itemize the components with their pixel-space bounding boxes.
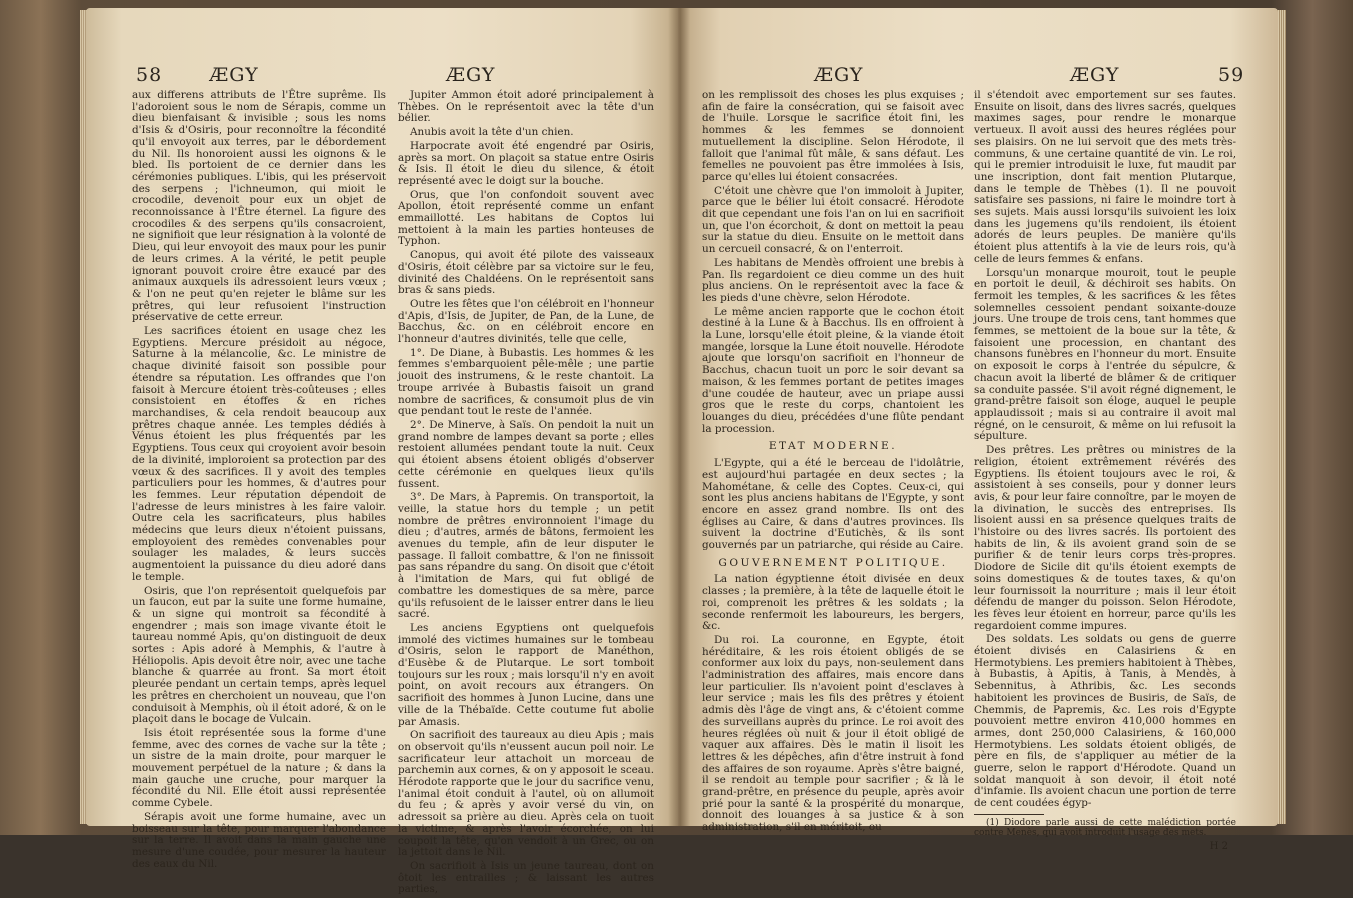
paragraph: 1°. De Diane, à Bubastis. Les hommes & les femmes s'embarquoient pêle-mêle ; une partie jouoit des instrumens, & le reste chantoit. La troupe arrivée à Bubastis faisoit un grand nombre de sacrifices, & consumoit plus de vin que pendant tout le reste de l'année. (398, 346, 654, 418)
paragraph: La nation égyptienne étoit divisée en deux classes ; la première, à la tête de laquelle étoit le roi, comprenoit les prêtres & les soldats ; la seconde renfermoit les laboureurs, les bergers, &c. (702, 573, 964, 633)
section-heading-etat: ETAT MODERNE. (768, 440, 898, 453)
paragraph: On sacrifioit à Isis un jeune taureau, dont on ôtoit les entrailles ; & laissant les autres parties, (398, 860, 654, 896)
right-page (678, 8, 1278, 852)
right-head-col1: ÆGY (814, 64, 864, 86)
right-column-2 (974, 90, 1236, 853)
right-column-1 (702, 90, 964, 836)
paragraph: L'Egypte, qui a été le berceau de l'idolâtrie, est aujourd'hui partagée en deux sectes ; la Mahométane, & celle des Coptes. Ceux-ci, qui sont les plus anciens habitans de l'Egypte, y sont encore en assez grand nombre. Ils ont des églises au Caire, & dans d'autres provinces. Ils suivent la doctrine d'Eutichès, & ils sont gouvernés par un patriarche, qui réside au Caire. (702, 457, 964, 552)
paragraph: Osiris, que l'on représentoit quelquefois par un faucon, eut par la suite une forme humaine, & un signe qui montroit sa fécondité à engendrer ; mais son image vivante étoit le taureau nommé Apis, qu'on distinguoit de deux sortes : Apis adoré à Memphis, & l'autre à Héliopolis. Apis devoit être noir, avec une tache blanche & quarrée au front. Sa mort étoit pleurée pendant un certain temps, après lequel les prêtres en cherchoient un nouveau, que l'on conduisoit à Memphis, où il étoit adoré, & on le plaçoit dans le bocage de Vulcain. (132, 584, 386, 726)
paragraph: Harpocrate avoit été engendré par Osiris, après sa mort. On plaçoit sa statue entre Osiris & Isis. Il étoit le dieu du silence, & étoit représenté avec le doigt sur la bouche. (398, 139, 654, 187)
left-page (86, 8, 678, 896)
paragraph: Orus, que l'on confondoit souvent avec Apollon, étoit représenté comme un enfant emmaillotté. Les habitans de Coptos lui mettoient à la main les parties honteuses de Typhon. (398, 188, 654, 248)
paragraph: Les habitans de Mendès offroient une brebis à Pan. Ils regardoient ce dieu comme un des huit plus anciens. On le représentoit avec la face & les pieds d'une chèvre, selon Hérodote. (702, 256, 964, 304)
paragraph: Lorsqu'un monarque mouroit, tout le peuple en portoit le deuil, & déchiroit ses habits. On fermoit les temples, & les sacrifices & les fêtes solemnelles cessoient pendant soixante-douze jours. Une troupe de trois cens, tant hommes que femmes, se mettoient de la boue sur la tête, & faisoient une procession, en chantant des chansons funèbres en l'honneur du mort. Ensuite on exposoit le corps à l'entrée du sépulcre, & chacun avoit la liberté de blâmer & de critiquer sa conduite passée. S'il avoit régné dignement, le grand-prêtre faisoit son éloge, auquel le peuple applaudissoit ; mais si au contraire il avoit mal régné, on le censuroit, & même on lui refusoit la sépulture. (974, 266, 1236, 443)
paragraph: Jupiter Ammon étoit adoré principalement à Thèbes. On le représentoit avec la tête d'un bélier. (398, 89, 654, 125)
paragraph: Anubis avoit la tête d'un chien. (410, 126, 574, 139)
footnote: (1) Diodore parle aussi de cette malédiction portée contre Menès, qui avoit introduit l'usage des mets. (974, 817, 1236, 839)
paragraph: Les sacrifices étoient en usage chez les Egyptiens. Mercure présidoit au négoce, Saturne à la mélancolie, &c. Le ministre de chaque divinité faisoit son possible pour étendre sa réputation. Les offrandes que l'on faisoit à Mercure étoient très-coûteuses ; elles consistoient en étoffes & en riches marchandises, & cela rendoit beaucoup aux prêtres chaque année. Les temples dédiés à Vénus étoient les plus fréquentés par les Egyptiens. Tous ceux qui croyoient avoir besoin de la divinité, imploroient sa protection par des vœux & des sacrifices. Il y avoit des temples particuliers pour les hommes, & d'autres pour les femmes. Leur réputation dépendoit de l'adresse de leurs ministres à les faire valoir. Outre cela les sacrificateurs, plus habiles médecins que leurs dieux n'étoient puissans, employoient des remèdes convenables pour soulager les malades, & leurs succès augmentoient la puissance du dieu adoré dans le temple. (132, 325, 386, 583)
left-column-2 (398, 90, 654, 898)
paragraph: Canopus, qui avoit été pilote des vaisseaux d'Osiris, étoit célèbre par sa victoire sur le feu, divinité des Chaldéens. On le représentoit sans bras & sans pieds. (398, 249, 654, 297)
paragraph: on les remplissoit des choses les plus exquises ; afin de faire la consécration, qui se faisoit avec de l'huile. Lorsque le sacrifice étoit fini, les hommes & les femmes se donnoient mutuellement la discipline. Selon Hérodote, il falloit que l'animal fût mâle, & sans défaut. Les femelles ne pouvoient pas être immolées à Isis, parce qu'elles lui étoient consacrées. (702, 89, 964, 183)
paragraph: Le même ancien rapporte que le cochon étoit destiné à la Lune & à Bacchus. Ils en offroient à la Lune, lorsqu'elle étoit pleine, & la viande étoit mangée, lorsque la Lune étoit nouvelle. Hérodote ajoute que lorsqu'on sacrifioit en l'honneur de Bacchus, chacun tuoit un porc le soir devant sa maison, & les femmes portant de petites images d'une coudée de hauteur, avec un priape aussi gros que le reste du corps, chantoient les louanges du dieu, précédées d'une flûte pendant la procession. (702, 305, 964, 435)
footnote-rule (974, 814, 1044, 815)
paragraph: On sacrifioit des taureaux au dieu Apis ; mais on observoit qu'ils n'eussent aucun poil noir. Le sacrificateur leur attachoit un morceau de parchemin aux cornes, & on y apposoit le sceau. Hérodote rapporte que le jour du sacrifice venu, l'animal étoit conduit à l'autel, où on allumoit du feu ; & après y avoir versé du vin, on adressoit sa prière au dieu. Après cela on tuoit la victime, & après l'avoir écorchée, on lui coupoit la tête, qu'on vendoit à un Grec, ou on la jettoit dans le Nil. (398, 729, 654, 859)
paragraph: Des prêtres. Les prêtres ou ministres de la religion, étoient extrêmement révérés des Egyptiens. Ils étoient toujours avec le roi, & assistoient à ses conseils, pour y donner leurs avis, & pour leur faire connoître, par le moyen de la divination, le succès des entreprises. Ils lisoient aussi en sa présence quelques traits de l'histoire ou des livres sacrés. Ils portoient des habits de lin, & ils avoient grand soin de se purifier & de tenir leurs corps très-propres. Diodore de Sicile dit qu'ils étoient exempts de soins domestiques & de toutes taxes, & qu'on leur fournissoit la nourriture ; mais il leur étoit défendu de manger du poisson. Selon Hérodote, les fèves leur étoient en horreur, parce qu'ils les regardoient comme impures. (974, 444, 1236, 632)
paragraph: Du roi. La couronne, en Egypte, étoit héréditaire, & les rois étoient obligés de se conformer aux loix du pays, non-seulement dans l'administration des affaires, mais encore dans leur particulier. Ils n'avoient point d'esclaves à leur service ; mais les fils des prêtres y étoient admis dès l'âge de vingt ans, & c'étoient comme des surveillans auprès du prince. Le roi avoit des heures réglées où nuit & jour il étoit obligé de vaquer aux affaires. Dès le matin il lisoit les lettres & les dépêches, afin d'être instruit à fond des affaires de son royaume. Après s'être baigné, il se rendoit au temple pour sacrifier ; & là le grand-prêtre, en présence du peuple, après avoir prié pour la santé & la prospérité du monarque, donnoit des louanges à sa justice & à son administration, s'il en méritoit, ou (702, 633, 964, 834)
right-page-number: 59 (1218, 64, 1245, 86)
paragraph: il s'étendoit avec emportement sur ses fautes. Ensuite on lisoit, dans des livres sacrés, quelques maximes sages, pour rendre le monarque vertueux. Il avoit aussi des heures réglées pour ses plaisirs. On ne lui servoit que des mets très-communs, & une certaine quantité de vin. Le roi, qui le premier introduisit le luxe, fut maudit par une inscription, dont fait mention Plutarque, dans le temple de Thèbes (1). Il ne pouvoit satisfaire ses passions, ni faire le moindre tort à ses sujets. Mais aussi lorsqu'ils suivoient les loix dans les jugemens qu'ils rendoient, ils étoient adorés de leurs peuples. De manière qu'ils étoient plus attentifs à la vie de leurs rois, qu'à celle de leurs femmes & enfans. (974, 89, 1236, 265)
paragraph: Des soldats. Les soldats ou gens de guerre étoient divisés en Calasiriens & en Hermotybiens. Les premiers habitoient à Thèbes, à Bubastis, à Apitis, à Tanis, à Mendès, à Sebennitus, à Athribis, &c. Les seconds habitoient les provinces de Busiris, de Saïs, de Chemmis, de Papremis, &c. Les rois d'Egypte pouvoient mettre environ 410,000 hommes en armes, dont 250,000 Calasiriens, & 160,000 Hermotybiens. Les soldats étoient obligés, de père en fils, de s'appliquer au métier de la guerre, selon le rapport d'Hérodote. Quand un soldat manquoit à son devoir, il étoit noté d'infamie. Ils avoient chacun une portion de terre de cent coudées égyp- (974, 633, 1236, 810)
paragraph: aux differens attributs de l'Être suprême. Ils l'adoroient sous le nom de Sérapis, comme un dieu bienfaisant & invisible ; sous les noms d'Isis & d'Osiris, pour reconnoître la fécondité qu'il envoyoit aux terres, par le débordement du Nil. Ils honoroient aussi les oignons & le bled. Ils portoient de ce dernier dans les cérémonies publiques. L'ibis, qui les préservoit des serpens ; l'ichneumon, qui mioit le crocodile, devenoit pour eux un objet de reconnoissance à l'Être éternel. La figure des crocodiles & des serpens qu'ils consacroient, ne signifioit que leur résignation à la volonté de Dieu, qui leur envoyoit des maux pour les punir de leurs crimes. A la vérité, le petit peuple ignorant pouvoit croire être exaucé par des animaux auxquels ils adressoient leurs vœux ; & l'on ne peut qu'en rejeter le blâme sur les prêtres, qui leur refusoient l'instruction préservative de cette erreur. (132, 89, 386, 324)
signature-mark: H 2 (1209, 840, 1228, 852)
left-column-1 (132, 90, 386, 872)
right-running-head (718, 64, 1258, 88)
paragraph: 2°. De Minerve, à Saïs. On pendoit la nuit un grand nombre de lampes devant sa porte ; elles restoient allumées pendant toute la nuit. Ceux qui étoient absens étoient obligés d'observer cette cérémonie en quelques lieux qu'ils fussent. (398, 418, 654, 490)
paragraph: Isis étoit représentée sous la forme d'une femme, avec des cornes de vache sur la tête ; un sistre de la main droite, pour marquer le mouvement perpétuel de la nature ; & dans la main gauche une cruche, pour marquer la fécondité du Nil. Elle étoit aussi représentée comme Cybele. (132, 726, 386, 810)
paragraph: 3°. De Mars, à Papremis. On transportoit, la veille, la statue hors du temple ; un petit nombre de prêtres environnoient l'image du dieu ; d'autres, armés de bâtons, fermoient les avenues du temple, afin de leur disputer le passage. Il falloit combattre, & l'on ne finissoit pas sans répandre du sang. On disoit que c'étoit à l'imitation de Mars, qui fut obligé de combattre les domestiques de sa mère, parce qu'ils refusoient de le laisser entrer dans le lieu sacré. (398, 491, 654, 621)
paragraph: Sérapis avoit une forme humaine, avec un boisseau sur la tête, pour marquer l'abondance sur la terre. Il avoit dans la main gauche une mesure d'une coudée, pour mesurer la hauteur des eaux du Nil. (132, 810, 386, 870)
paragraph: Outre les fêtes que l'on célébroit en l'honneur d'Apis, d'Isis, de Jupiter, de Pan, de la Lune, de Bacchus, &c. on en célébroit encore en l'honneur d'autres divinités, telle que celle, (398, 297, 654, 346)
book-gutter (668, 8, 690, 826)
left-page-number: 58 (136, 64, 163, 86)
section-heading-gouvernement: GOUVERNEMENT POLITIQUE. (718, 556, 948, 569)
paragraph: Les anciens Egyptiens ont quelquefois immolé des victimes humaines sur le tombeau d'Osiris, selon le rapport de Manéthon, d'Eusèbe & de Plutarque. Le sort tomboit toujours sur les roux ; mais lorsqu'il n'y en avoit point, on avoit recours aux étrangers. On sacrifioit des hommes à Junon Lucine, dans une ville de la Thébaïde. Cette coutume fut abolie par Amasis. (398, 621, 654, 728)
left-head-col2: ÆGY (446, 64, 496, 86)
left-running-head (136, 64, 636, 88)
left-head-col1: ÆGY (209, 64, 259, 86)
right-head-col2: ÆGY (1070, 64, 1120, 86)
paragraph: C'étoit une chèvre que l'on immoloit à Jupiter, parce que le bélier lui étoit consacré. Hérodote dit que cependant une fois l'an on lui en sacrifioit un, que l'on écorchoit, & dont on mettoit la peau sur la statue du dieu. Ensuite on le mettoit dans un cercueil consacré, & on l'enterroit. (702, 184, 964, 256)
